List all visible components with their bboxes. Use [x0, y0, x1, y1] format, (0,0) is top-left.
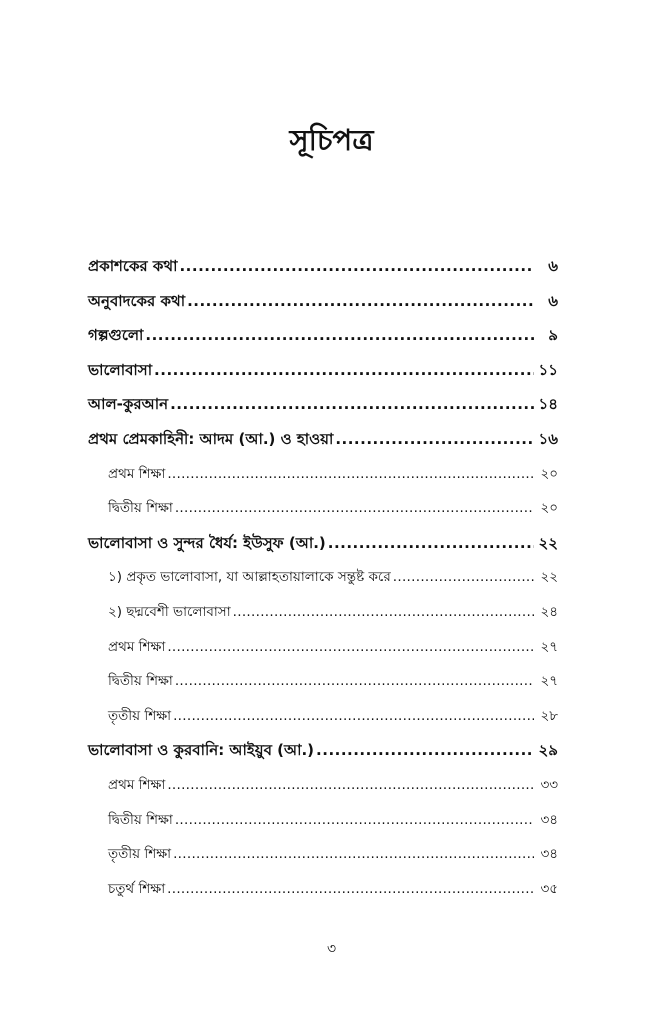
dot-leader — [175, 500, 534, 516]
toc-entry-page: ৬ — [548, 291, 558, 310]
toc-entry — [88, 739, 558, 774]
dot-leader — [175, 673, 534, 689]
toc-entry-page: ১৪ — [538, 395, 558, 414]
toc-entry-page: ১১ — [538, 360, 558, 379]
page-title: সূচিপত্র — [289, 123, 374, 157]
toc-entry-page: ৩৪ — [540, 811, 558, 828]
toc-entry-label: তৃতীয় শিক্ষা — [108, 707, 172, 724]
toc-entry-label: প্রথম শিক্ষা — [108, 776, 166, 793]
toc-entry-label: ১) প্রকৃত ভালোবাসা, যা আল্লাহতায়ালাকে সন্তুষ্ট করে — [108, 569, 391, 586]
toc-entry-label: গল্পগুলো — [88, 326, 144, 345]
dot-leader — [170, 395, 534, 413]
toc-entry-page: ২০ — [540, 465, 558, 482]
dot-leader — [175, 812, 534, 828]
toc-entry — [88, 636, 558, 671]
dot-leader — [316, 741, 534, 759]
toc-entry-label: প্রথম শিক্ষা — [108, 465, 166, 482]
toc-entry — [88, 878, 558, 913]
toc-entry-label: আল-কুরআন — [88, 395, 169, 414]
toc-entry — [88, 393, 558, 428]
toc-entry-page: ২৯ — [538, 741, 558, 760]
toc-entry-page: ৩৩ — [540, 776, 558, 793]
dot-leader — [328, 534, 534, 552]
toc-entry — [88, 463, 558, 498]
toc-entry-page: ৩৪ — [540, 846, 558, 863]
dot-leader — [335, 430, 534, 448]
dot-leader — [393, 569, 534, 585]
toc-entry-page: ২২ — [538, 533, 558, 552]
toc-entry — [88, 843, 558, 878]
toc-entry-label: ভালোবাসা ও সুন্দর ধৈর্য: ইউসুফ (আ.) — [88, 533, 326, 552]
toc-entry-page: ২৭ — [540, 638, 558, 655]
dot-leader — [173, 846, 534, 862]
toc-entry-page: ২২ — [540, 569, 558, 586]
dot-leader — [154, 361, 534, 379]
toc-entry — [88, 497, 558, 532]
dot-leader — [145, 326, 534, 344]
table-of-contents — [88, 255, 558, 912]
toc-entry — [88, 809, 558, 844]
toc-entry-label: ভালোবাসা ও কুরবানি: আইয়ুব (আ.) — [88, 741, 315, 760]
toc-entry-label: দ্বিতীয় শিক্ষা — [108, 673, 173, 690]
toc-entry — [88, 601, 558, 636]
toc-entry — [88, 532, 558, 567]
page-number: ৩ — [326, 941, 337, 957]
dot-leader — [173, 708, 534, 724]
toc-entry-label: অনুবাদকের কথা — [88, 291, 186, 310]
dot-leader — [179, 257, 534, 275]
toc-entry — [88, 324, 558, 359]
dot-leader — [167, 777, 534, 793]
toc-entry — [88, 774, 558, 809]
toc-entry — [88, 670, 558, 705]
toc-entry-label: দ্বিতীয় শিক্ষা — [108, 500, 173, 517]
toc-entry-label: তৃতীয় শিক্ষা — [108, 846, 172, 863]
toc-entry — [88, 290, 558, 325]
toc-entry-page: ২৭ — [540, 673, 558, 690]
toc-entry-label: প্রথম প্রেমকাহিনী: আদম (আ.) ও হাওয়া — [88, 429, 334, 448]
toc-entry — [88, 359, 558, 394]
toc-entry-label: প্রকাশকের কথা — [88, 257, 178, 275]
toc-entry — [88, 705, 558, 740]
toc-entry — [88, 255, 558, 290]
toc-entry-page: ২৪ — [540, 603, 558, 620]
toc-entry-page: ৬ — [548, 257, 558, 275]
dot-leader — [167, 881, 534, 897]
toc-entry-label: প্রথম শিক্ষা — [108, 638, 166, 655]
toc-entry-label: ভালোবাসা — [88, 360, 153, 379]
dot-leader — [167, 466, 534, 482]
toc-entry-page: ২০ — [540, 500, 558, 517]
dot-leader — [187, 292, 534, 310]
toc-entry-label: ২) ছদ্মবেশী ভালোবাসা — [108, 603, 231, 620]
toc-entry-page: ২৮ — [540, 707, 558, 724]
dot-leader — [233, 604, 534, 620]
toc-entry-page: ১৬ — [538, 429, 558, 448]
toc-entry-page: ৯ — [548, 326, 558, 345]
toc-entry-page: ৩৫ — [540, 880, 558, 897]
dot-leader — [167, 639, 534, 655]
toc-entry-label: দ্বিতীয় শিক্ষা — [108, 811, 173, 828]
toc-entry-label: চতুর্থ শিক্ষা — [108, 880, 166, 897]
toc-entry — [88, 428, 558, 463]
toc-entry — [88, 566, 558, 601]
